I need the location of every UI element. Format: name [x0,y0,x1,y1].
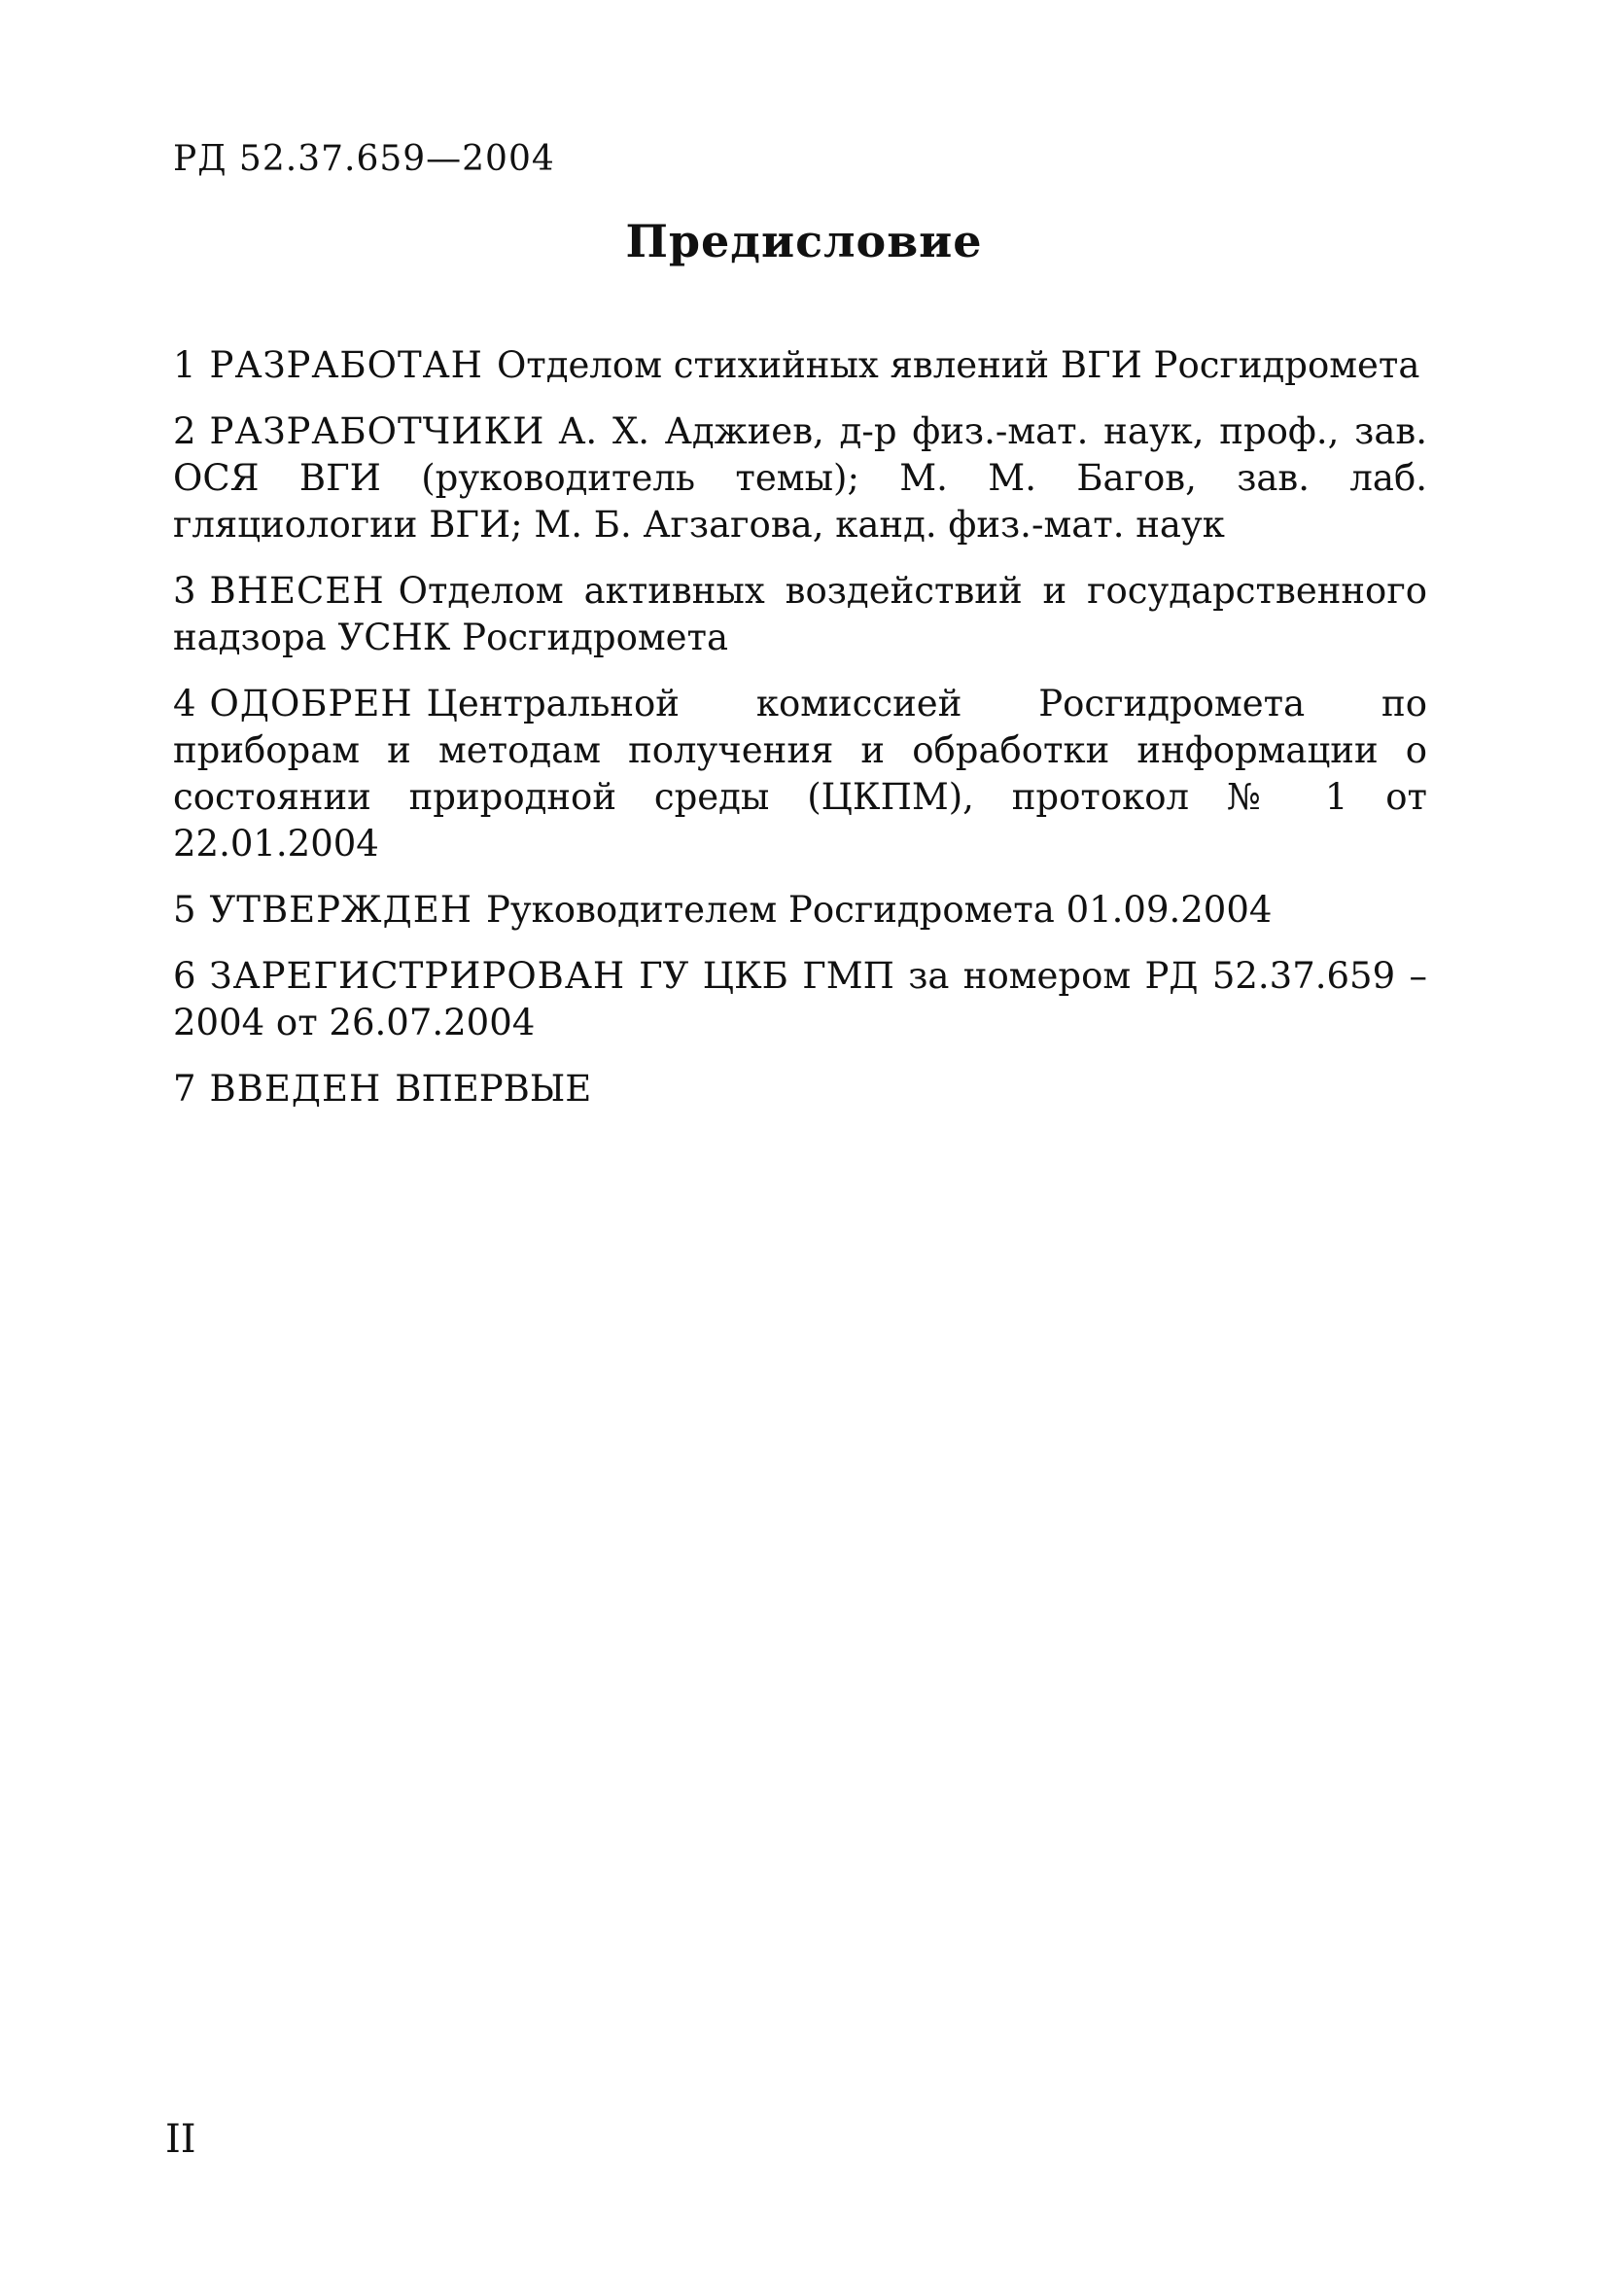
item-text: Центральной комиссией Росгидромета по приборам и методам получения и обработки информации о состоянии природной среды (ЦКПМ), протокол № 1 от 22.01.2004 [173,683,1427,865]
list-item [173,568,1427,661]
list-item [173,681,1427,867]
page-title: Предисловие [625,215,983,267]
item-number: 5 [173,889,196,931]
item-keyword: ЗАРЕГИСТРИРОВАН [209,955,626,997]
item-keyword: РАЗРАБОТЧИКИ [209,410,545,452]
item-text: ГУ ЦКБ ГМП за номером РД 52.37.659 –2004 от 26.07.2004 [173,955,1427,1043]
item-number: 6 [173,955,196,997]
item-keyword: ВВЕДЕН [209,1068,382,1110]
item-number: 3 [173,570,196,612]
item-text: ВПЕРВЫЕ [395,1068,592,1110]
item-text: Отделом стихийных явлений ВГИ Росгидромета [496,344,1420,386]
foreword-list [173,342,1427,1132]
item-number: 1 [173,344,196,386]
item-keyword: УТВЕРЖДЕН [209,889,472,931]
list-item [173,953,1427,1046]
document-code: РД 52.37.659—2004 [173,139,555,179]
item-text: Руководителем Росгидромета 01.09.2004 [486,889,1273,931]
item-keyword: РАЗРАБОТАН [209,344,483,386]
item-text: А. Х. Аджиев, д-р физ.-мат. наук, проф., зав. ОСЯ ВГИ (руководитель темы); М. М. Багов, зав. лаб. гляциологии ВГИ; М. Б. Агзагова, канд. физ.-мат. наук [173,410,1427,546]
item-keyword: ОДОБРЕН [209,683,413,724]
list-item [173,1066,1427,1113]
list-item [173,887,1427,934]
list-item [173,342,1427,389]
item-number: 2 [173,410,196,452]
page-number: II [165,2117,196,2162]
item-keyword: ВНЕСЕН [209,570,385,612]
item-text: Отделом активных воздействий и государственного надзора УСНК Росгидромета [173,570,1427,658]
list-item [173,408,1427,548]
item-number: 4 [173,683,196,724]
item-number: 7 [173,1068,196,1110]
